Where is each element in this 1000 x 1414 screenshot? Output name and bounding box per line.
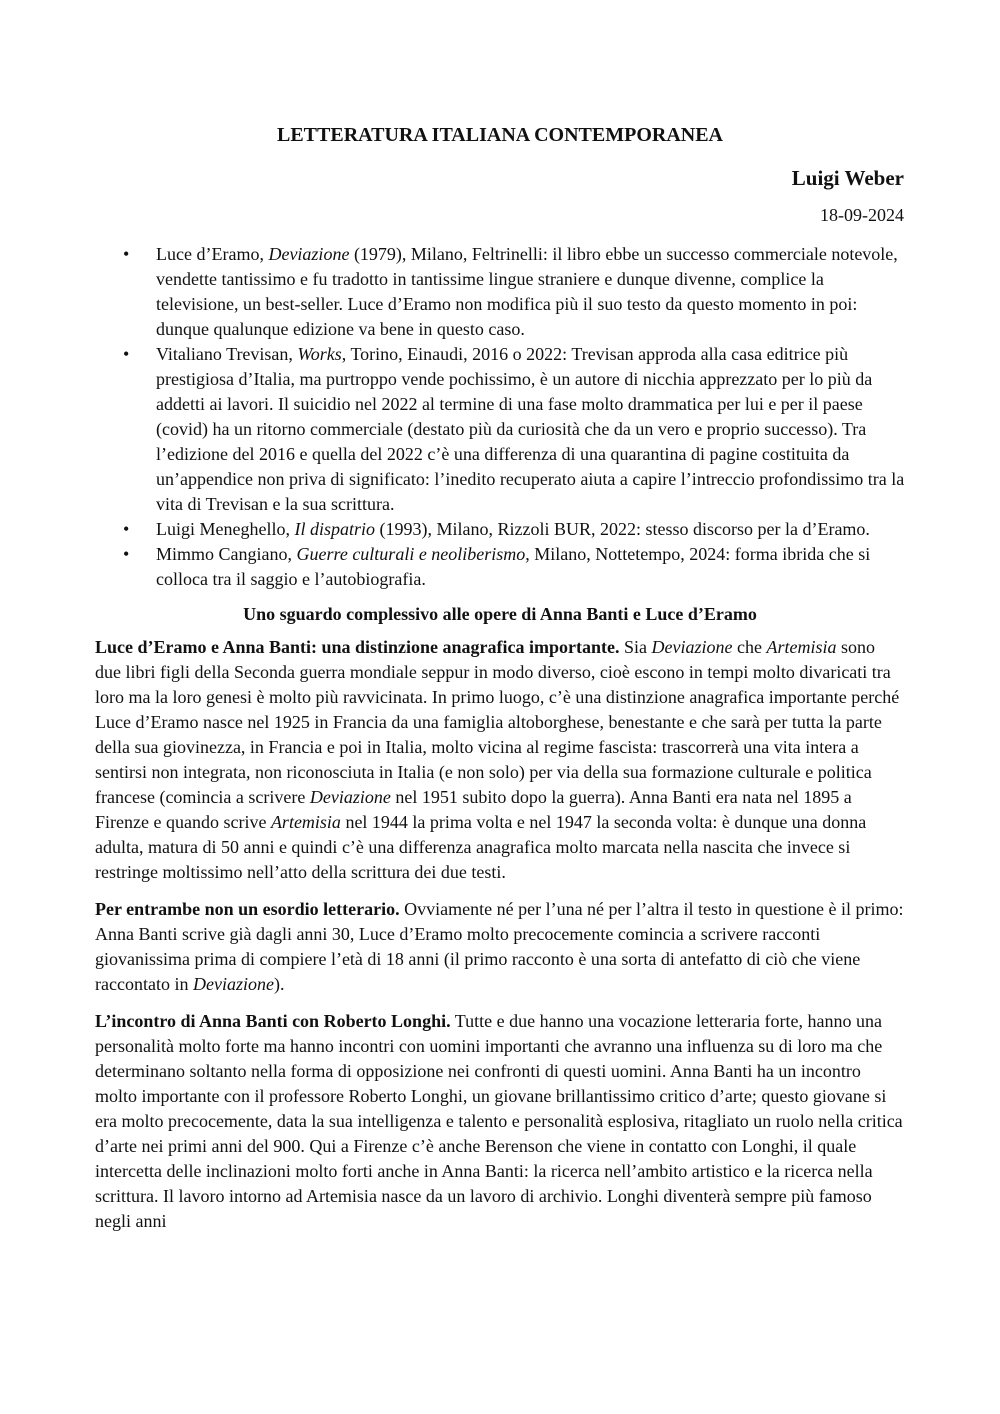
bullet-icon: • <box>123 544 130 564</box>
reference-item <box>95 517 905 542</box>
reference-item <box>95 342 905 517</box>
paragraph-text: Sia <box>619 637 652 657</box>
document-date: 18-09-2024 <box>820 205 904 225</box>
paragraph-text: ). <box>273 974 285 994</box>
paragraph-text: Ovviamente né per l’una né per l’altra il testo in questione è il primo: Anna Banti scrive già dagli anni 30, Luce d’Eramo molto precocemente comincia a scrivere racconti giovanissima prima di compiere l’età di 18 anni (il primo racconto è una sorta di antefatto di ciò che viene raccontato in <box>95 899 904 994</box>
work-title: Deviazione <box>192 974 274 994</box>
bullet-icon: • <box>123 244 130 264</box>
reference-text: Mimmo Cangiano, <box>156 544 297 564</box>
paragraph-esordio <box>95 897 905 997</box>
paragraph-lead: L’incontro di Anna Banti con Roberto Longhi. <box>95 1011 451 1031</box>
author-name: Luigi Weber <box>791 166 904 190</box>
reference-item <box>95 242 905 342</box>
paragraph-text: sono due libri figli della Seconda guerra mondiale seppur in modo diverso, cioè escono in tempi molto divaricati tra loro ma la loro genesi è molto più ravvicinata. In primo luogo, c’è una distinzione anagrafica importante perché Luce d’Eramo nasce nel 1925 in Francia da una famiglia altoborghese, benestante e che sarà per tutta la parte della sua giovinezza, in Francia e poi in Italia, molto vicina al regime fascista: trascorrerà una vita intera a sentirsi non integrata, non riconosciuta in Italia (e non solo) per via della sua formazione culturale e politica francese (comincia a scrivere <box>95 637 900 807</box>
paragraph-lead: Per entrambe non un esordio letterario. <box>95 899 400 919</box>
document-title: LETTERATURA ITALIANA CONTEMPORANEA <box>277 124 723 146</box>
reference-work-title: Works <box>297 344 342 364</box>
reference-text: , Milano, Nottetempo, 2024: forma ibrida che si colloca tra il saggio e l’autobiografia. <box>156 544 871 589</box>
work-title: Deviazione <box>651 637 733 657</box>
bullet-icon: • <box>123 344 130 364</box>
paragraph-text: che <box>732 637 767 657</box>
work-title: Artemisia <box>766 637 837 657</box>
reference-work-title: Deviazione <box>268 244 350 264</box>
reference-text: (1979), Milano, Feltrinelli: il libro ebbe un successo commerciale notevole, vendette tantissimo e fu tradotto in tantissime lingue straniere e dunque divenne, complice la televisione, un best-seller. Luce d’Eramo non modifica più il suo testo da questo momento in poi: dunque qualunque edizione va bene in questo caso. <box>156 244 898 339</box>
paragraph-text: nel 1944 la prima volta e nel 1947 la seconda volta: è dunque una donna adulta, matura di 50 anni e quindi c’è una differenza anagrafica molto marcata nella nascita che invece si restringe moltissimo nell’atto della scrittura dei due testi. <box>95 812 867 882</box>
reference-work-title: Guerre culturali e neoliberismo <box>296 544 526 564</box>
work-title: Deviazione <box>309 787 391 807</box>
reference-text: (1993), Milano, Rizzoli BUR, 2022: stesso discorso per la d’Eramo. <box>375 519 870 539</box>
reference-text: , Torino, Einaudi, 2016 o 2022: Trevisan approda alla casa editrice più prestigiosa d’Italia, ma purtroppo vende pochissimo, è un autore di nicchia apprezzato per lo più da addetti ai lavori. Il suicidio nel 2022 al termine di una fase molto drammatica per lui e per il paese (covid) ha un ritorno commerciale (destato più da curiosità che da un vero e proprio successo). Tra l’edizione del 2016 e quella del 2022 c’è una differenza di una quarantina di pagine costituita da un’appendice non priva di significato: l’inedito recuperato aiuta a capire l’intreccio profondissimo tra la vita di Trevisan e la sua scrittura. <box>156 344 905 514</box>
document-body <box>95 242 905 1246</box>
reference-text: Luigi Meneghello, <box>156 519 295 539</box>
paragraph-longhi <box>95 1009 905 1234</box>
reference-item <box>95 542 905 592</box>
reference-work-title: Il dispatrio <box>294 519 375 539</box>
section-heading: Uno sguardo complessivo alle opere di Anna Banti e Luce d’Eramo <box>243 604 757 624</box>
reference-text: Vitaliano Trevisan, <box>156 344 298 364</box>
paragraph-text: nel 1951 subito dopo la guerra). Anna Banti era nata nel 1895 a Firenze e quando scrive <box>95 787 852 832</box>
paragraph-anagrafica <box>95 635 905 885</box>
paragraph-text: Tutte e due hanno una vocazione letteraria forte, hanno una personalità molto forte ma hanno incontri con uomini importanti che avranno una influenza su di loro ma che determinano soltanto nella forma di opposizione nei confronti di questi uomini. Anna Banti ha un incontro molto importante con il professore Roberto Longhi, un giovane brillantissimo critico d’arte; questo giovane si era molto precocemente, data la sua intelligenza e talento e personalità esplosiva, ritagliato un ruolo nella critica d’arte nei primi anni del 900. Qui a Firenze c’è anche Berenson che viene in contatto con Longhi, il quale intercetta delle inclinazioni molto forti anche in Anna Banti: la ricerca nell’ambito artistico e la ricerca nella scrittura. Il lavoro intorno ad Artemisia nasce da un lavoro di archivio. Longhi diventerà sempre più famoso negli anni <box>95 1011 903 1231</box>
paragraph-lead: Luce d’Eramo e Anna Banti: una distinzione anagrafica importante. <box>95 637 620 657</box>
reference-text: Luce d’Eramo, <box>156 244 269 264</box>
bullet-icon: • <box>123 519 130 539</box>
reference-list <box>95 242 905 592</box>
work-title: Artemisia <box>270 812 341 832</box>
